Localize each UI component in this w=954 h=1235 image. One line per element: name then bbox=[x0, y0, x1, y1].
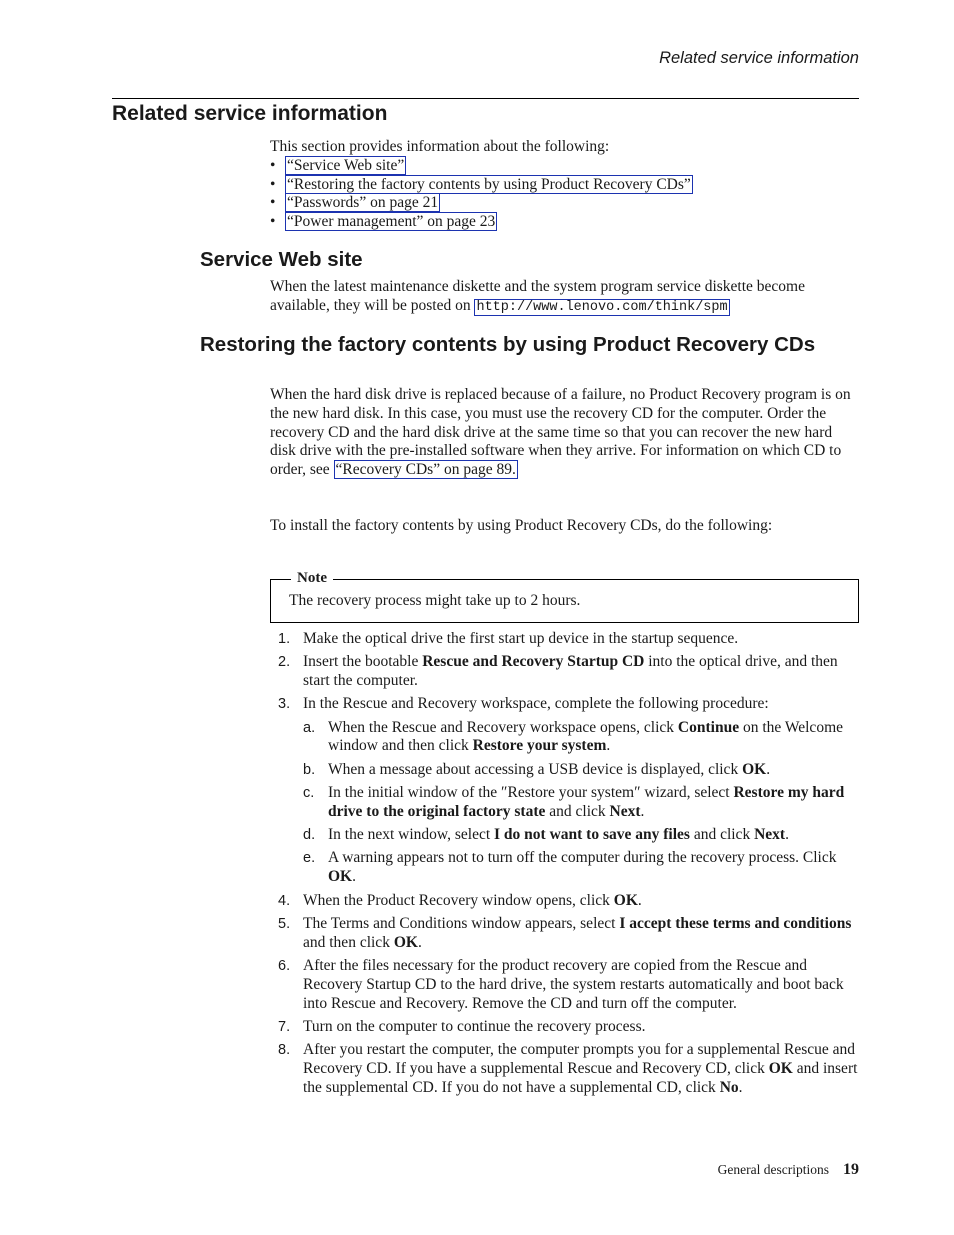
step-emphasis: OK bbox=[742, 760, 767, 778]
running-header: Related service information bbox=[659, 49, 859, 67]
list-item bbox=[270, 194, 850, 213]
substep-letter: a. bbox=[303, 719, 316, 736]
list-item bbox=[270, 157, 850, 176]
step-emphasis: I do not want to save any files bbox=[494, 826, 690, 844]
substep-letter: d. bbox=[303, 827, 316, 844]
step-emphasis: OK bbox=[393, 933, 418, 951]
step-6 bbox=[278, 957, 858, 1013]
step-1 bbox=[278, 630, 858, 649]
step-text: . bbox=[738, 1078, 743, 1096]
intro-section bbox=[270, 138, 850, 232]
step-text: When a message about accessing a USB device is displayed, click bbox=[328, 760, 743, 778]
service-web-site-body: When the latest maintenance diskette and the system program service diskette become available, they will be posted on bbox=[270, 278, 805, 314]
step-emphasis: OK bbox=[613, 891, 638, 909]
step-emphasis: OK bbox=[768, 1059, 793, 1077]
step-text: and insert the supplemental CD. If you do not have a supplemental CD, click bbox=[303, 1059, 858, 1096]
spm-url-link[interactable]: http://www.lenovo.com/think/spm bbox=[476, 299, 728, 315]
step-text: Insert the bootable bbox=[303, 653, 423, 671]
step-text: In the initial window of the ″Restore your system″ wizard, select bbox=[328, 784, 734, 802]
substep-letter: e. bbox=[303, 850, 316, 867]
step-text: and click bbox=[689, 826, 755, 844]
step-text: and click bbox=[545, 802, 610, 820]
note-title: Note bbox=[291, 570, 333, 587]
restoring-heading: Restoring the factory contents by using Product Recovery CDs bbox=[200, 333, 816, 356]
step-text: When the Rescue and Recovery workspace opens, click bbox=[328, 718, 678, 736]
page-footer bbox=[718, 1161, 859, 1179]
step-text: . bbox=[766, 760, 771, 778]
step-text: Make the optical drive the first start up device in the startup sequence. bbox=[303, 630, 739, 647]
step-text: When the Product Recovery window opens, click bbox=[303, 891, 614, 909]
step-number: 6. bbox=[278, 957, 291, 974]
link-recovery-cds[interactable]: “Recovery CDs” on page 89. bbox=[335, 461, 516, 479]
page-number: 19 bbox=[843, 1161, 859, 1178]
list-item bbox=[270, 213, 850, 232]
step-text: and then click bbox=[303, 933, 394, 951]
step-number: 2. bbox=[278, 654, 291, 671]
restoring-para-2: To install the factory contents by using Product Recovery CDs, do the following: bbox=[270, 517, 773, 534]
intro-link-list bbox=[270, 157, 850, 232]
restoring-para-1 bbox=[270, 386, 856, 480]
intro-text: This section provides information about the following: bbox=[270, 138, 610, 155]
step-3 bbox=[278, 695, 858, 887]
note-body: The recovery process might take up to 2 hours. bbox=[289, 592, 581, 609]
header-rule bbox=[112, 98, 859, 99]
step-emphasis: No bbox=[719, 1078, 739, 1096]
step-emphasis: OK bbox=[328, 868, 353, 886]
substep-letter: c. bbox=[303, 785, 315, 802]
substep-b bbox=[303, 761, 858, 780]
step-text: The Terms and Conditions window appears, select bbox=[303, 914, 620, 932]
step-text: . bbox=[606, 737, 611, 755]
step-text: After you restart the computer, the computer prompts you for a supplemental Rescue and Recovery CD. If you have a supplemental Rescue and Recovery CD, click bbox=[303, 1041, 856, 1077]
step-text: A warning appears not to turn off the computer during the recovery process. Click bbox=[328, 849, 837, 867]
note-box bbox=[270, 570, 859, 623]
step-text: In the Rescue and Recovery workspace, complete the following procedure: bbox=[303, 695, 769, 713]
step-number: 1. bbox=[278, 631, 291, 647]
step-5 bbox=[278, 915, 858, 953]
step-text: . bbox=[640, 802, 645, 820]
link-passwords[interactable]: “Passwords” on page 21 bbox=[287, 194, 439, 212]
service-web-site-text bbox=[270, 278, 830, 318]
step-emphasis: Next bbox=[609, 802, 641, 820]
step-number: 8. bbox=[278, 1042, 291, 1059]
page-title: Related service information bbox=[112, 102, 388, 125]
step-text: . bbox=[417, 933, 422, 951]
step-text: In the next window, select bbox=[328, 826, 495, 844]
substep-c bbox=[303, 784, 858, 822]
substep-e bbox=[303, 849, 858, 887]
restoring-body: When the hard disk drive is replaced because of a failure, no Product Recovery program is on the new hard disk. In this case, you must use the recovery CD for the computer. Order the recovery CD and the hard disk drive at the same time so that you can recover the new hard disk drive with the pre-installed software when they arrive. For information on which CD to order, see bbox=[270, 386, 851, 479]
substep-letter: b. bbox=[303, 761, 316, 778]
list-item bbox=[270, 176, 850, 195]
step-text: . bbox=[352, 868, 356, 886]
step-4 bbox=[278, 892, 858, 911]
link-power-management[interactable]: “Power management” on page 23 bbox=[287, 213, 496, 231]
step-8 bbox=[278, 1041, 858, 1097]
step-number: 7. bbox=[278, 1018, 291, 1035]
link-restoring-factory-contents[interactable]: “Restoring the factory contents by using Product Recovery CDs” bbox=[287, 175, 691, 193]
recovery-steps bbox=[278, 630, 858, 1102]
step-emphasis: Rescue and Recovery Startup CD bbox=[422, 653, 645, 671]
step-number: 4. bbox=[278, 892, 291, 909]
substep-a bbox=[303, 719, 858, 757]
substep-d bbox=[303, 826, 858, 845]
step-emphasis: Restore your system bbox=[472, 737, 607, 755]
step-2 bbox=[278, 653, 858, 691]
step-emphasis: Continue bbox=[677, 718, 740, 736]
step-text: on the Welcome window and then click bbox=[328, 718, 843, 755]
step-text: . bbox=[637, 891, 642, 909]
step-number: 5. bbox=[278, 915, 291, 932]
step-emphasis: Restore my hard drive to the original factory state bbox=[328, 784, 845, 820]
step-text: . bbox=[785, 826, 789, 844]
step-emphasis: I accept these terms and conditions bbox=[619, 914, 852, 932]
step-number: 3. bbox=[278, 696, 291, 713]
step-7 bbox=[278, 1018, 858, 1037]
footer-section-name: General descriptions bbox=[717, 1162, 829, 1177]
step-emphasis: Next bbox=[754, 826, 786, 844]
step-text: Turn on the computer to continue the recovery process. bbox=[303, 1017, 646, 1035]
step-text: into the optical drive, and then start the computer. bbox=[303, 653, 838, 690]
service-web-site-heading: Service Web site bbox=[200, 248, 363, 271]
step-text: After the files necessary for the product recovery are copied from the Rescue and Recovery Startup CD to the hard drive, the system restarts automatically and boot back into Rescue and Recovery. Remove the CD and turn off the computer. bbox=[303, 956, 844, 1012]
link-service-web-site[interactable]: “Service Web site” bbox=[287, 156, 405, 174]
